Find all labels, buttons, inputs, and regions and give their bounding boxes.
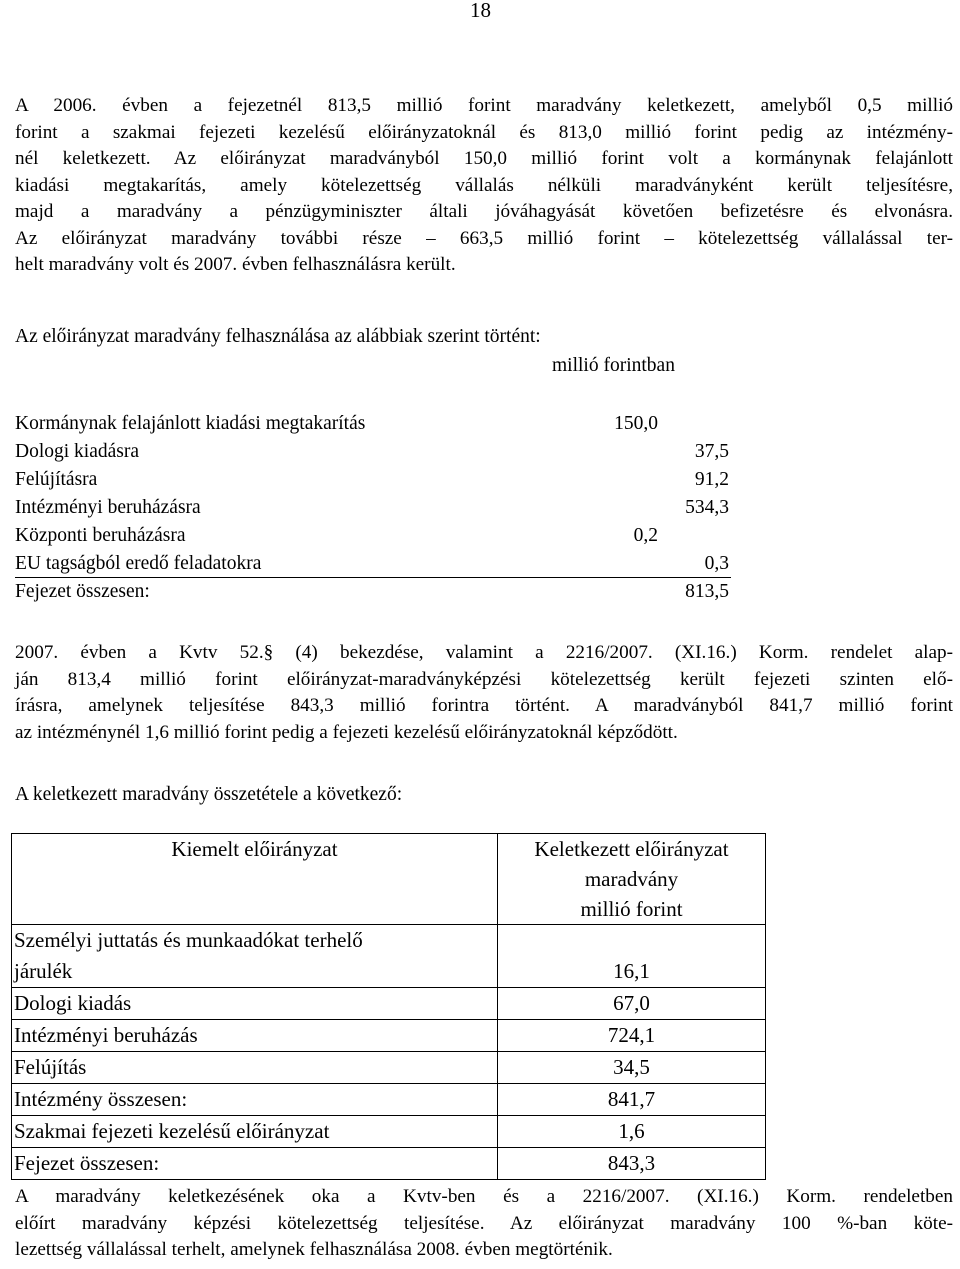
paragraph-line: forint a szakmai fejezeti kezelésű előirányzatoknál és 813,0 millió forint pedig az intézmény- bbox=[15, 121, 953, 143]
list-item bbox=[15, 438, 731, 466]
paragraph-line: helt maradvány volt és 2007. évben felhasználásra került. bbox=[15, 254, 456, 275]
table-header-cell: Kiemelt előirányzat bbox=[12, 834, 498, 925]
list-item-label: Kormánynak felajánlott kiadási megtakarítás bbox=[15, 413, 366, 434]
list-item bbox=[15, 466, 731, 494]
composition-table bbox=[11, 833, 766, 1180]
list-item-value: 813,5 bbox=[685, 581, 729, 602]
table-cell: 16,1 bbox=[498, 925, 766, 988]
unit-label: millió forintban bbox=[552, 355, 675, 376]
table-row bbox=[12, 1148, 766, 1180]
list-item-label: Intézményi beruházásra bbox=[15, 497, 201, 518]
list-item-label: Felújításra bbox=[15, 469, 98, 490]
header-line: Keletkezett előirányzat maradvány bbox=[534, 837, 729, 891]
table-cell: Intézményi beruházás bbox=[12, 1020, 498, 1052]
table-row bbox=[12, 1116, 766, 1148]
table-row bbox=[12, 1084, 766, 1116]
paragraph-line: A maradvány keletkezésének oka a Kvtv-ben és a 2216/2007. (XI.16.) Korm. rendeletben bbox=[15, 1186, 953, 1207]
list-item bbox=[15, 522, 731, 550]
cell-line: járulék bbox=[14, 959, 73, 983]
table-cell: 67,0 bbox=[498, 988, 766, 1020]
table-header-row bbox=[12, 834, 766, 925]
table-cell: 1,6 bbox=[498, 1116, 766, 1148]
table-cell: Dologi kiadás bbox=[12, 988, 498, 1020]
paragraph-line: Az előirányzat maradvány további része – 663,5 millió forint – kötelezettség vállalással ter- bbox=[15, 227, 953, 249]
usage-heading: Az előirányzat maradvány felhasználása az alábbiak szerint történt: bbox=[15, 326, 541, 347]
table-cell: 724,1 bbox=[498, 1020, 766, 1052]
intro-paragraph bbox=[15, 93, 953, 279]
composition-heading: A keletkezett maradvány összetétele a következő: bbox=[15, 784, 403, 805]
list-item bbox=[15, 410, 731, 438]
table-cell: 843,3 bbox=[498, 1148, 766, 1180]
table-cell: Szakmai fejezeti kezelésű előirányzat bbox=[12, 1116, 498, 1148]
table-cell bbox=[12, 925, 498, 988]
paragraph-line: majd a maradvány a pénzügyminiszter általi jóváhagyását követően befizetésre és elvonásra. bbox=[15, 201, 953, 222]
list-item-label: Fejezet összesen: bbox=[15, 581, 150, 602]
paragraph-line: kiadási megtakarítás, amely kötelezettség vállalás nélküli maradványként került teljesítésre, bbox=[15, 174, 953, 196]
table-header-cell bbox=[498, 834, 766, 925]
paragraph-line: nél keletkezett. Az előirányzat maradványból 150,0 millió forint volt a kormánynak felajánlott bbox=[15, 148, 953, 169]
list-item-value: 37,5 bbox=[694, 441, 729, 462]
list-item-value: 150,0 bbox=[614, 413, 658, 434]
list-item-value: 91,2 bbox=[694, 469, 729, 490]
table-cell: 841,7 bbox=[498, 1084, 766, 1116]
paragraph-line: 2007. évben a Kvtv 52.§ (4) bekezdése, valamint a 2216/2007. (XI.16.) Korm. rendelet alap- bbox=[15, 642, 953, 663]
table-cell: 34,5 bbox=[498, 1052, 766, 1084]
header-line: millió forint bbox=[580, 897, 683, 921]
table-row bbox=[12, 925, 766, 988]
second-paragraph bbox=[15, 640, 953, 746]
table-cell: Intézmény összesen: bbox=[12, 1084, 498, 1116]
table-cell: Fejezet összesen: bbox=[12, 1148, 498, 1180]
list-item-value: 0,3 bbox=[704, 553, 729, 574]
paragraph-line: előírt maradvány képzési kötelezettség teljesítése. Az előirányzat maradvány 100 %-ban köte- bbox=[15, 1212, 953, 1234]
paragraph-line: lezettség vállalással terhelt, amelynek felhasználása 2008. évben megtörténik. bbox=[15, 1239, 613, 1260]
table-row bbox=[12, 988, 766, 1020]
list-item bbox=[15, 550, 731, 578]
table-row bbox=[12, 1052, 766, 1084]
list-item bbox=[15, 494, 731, 522]
paragraph-line: A 2006. évben a fejezetnél 813,5 millió forint maradvány keletkezett, amelyből 0,5 millió bbox=[15, 95, 953, 116]
list-item-label: Dologi kiadásra bbox=[15, 441, 140, 462]
paragraph-line: írásra, amelynek teljesítése 843,3 millió forintra történt. A maradványból 841,7 millió forint bbox=[15, 695, 953, 716]
list-item-value: 534,3 bbox=[685, 497, 729, 518]
table-row bbox=[12, 1020, 766, 1052]
table-cell: Felújítás bbox=[12, 1052, 498, 1084]
list-item-value: 0,2 bbox=[633, 525, 658, 546]
list-item-label: EU tagságból eredő feladatokra bbox=[15, 553, 262, 574]
list-item-label: Központi beruházásra bbox=[15, 525, 186, 546]
paragraph-line: az intézménynél 1,6 millió forint pedig a fejezeti kezelésű előirányzatoknál képződött. bbox=[15, 721, 678, 743]
page-number: 18 bbox=[470, 0, 491, 22]
list-total bbox=[15, 578, 731, 606]
cell-line: Személyi juttatás és munkaadókat terhelő bbox=[14, 928, 363, 952]
usage-list bbox=[15, 410, 731, 606]
paragraph-line: ján 813,4 millió forint előirányzat-maradványképzési kötelezettség került fejezeti szinten elő- bbox=[15, 668, 953, 690]
closing-paragraph bbox=[15, 1184, 953, 1264]
